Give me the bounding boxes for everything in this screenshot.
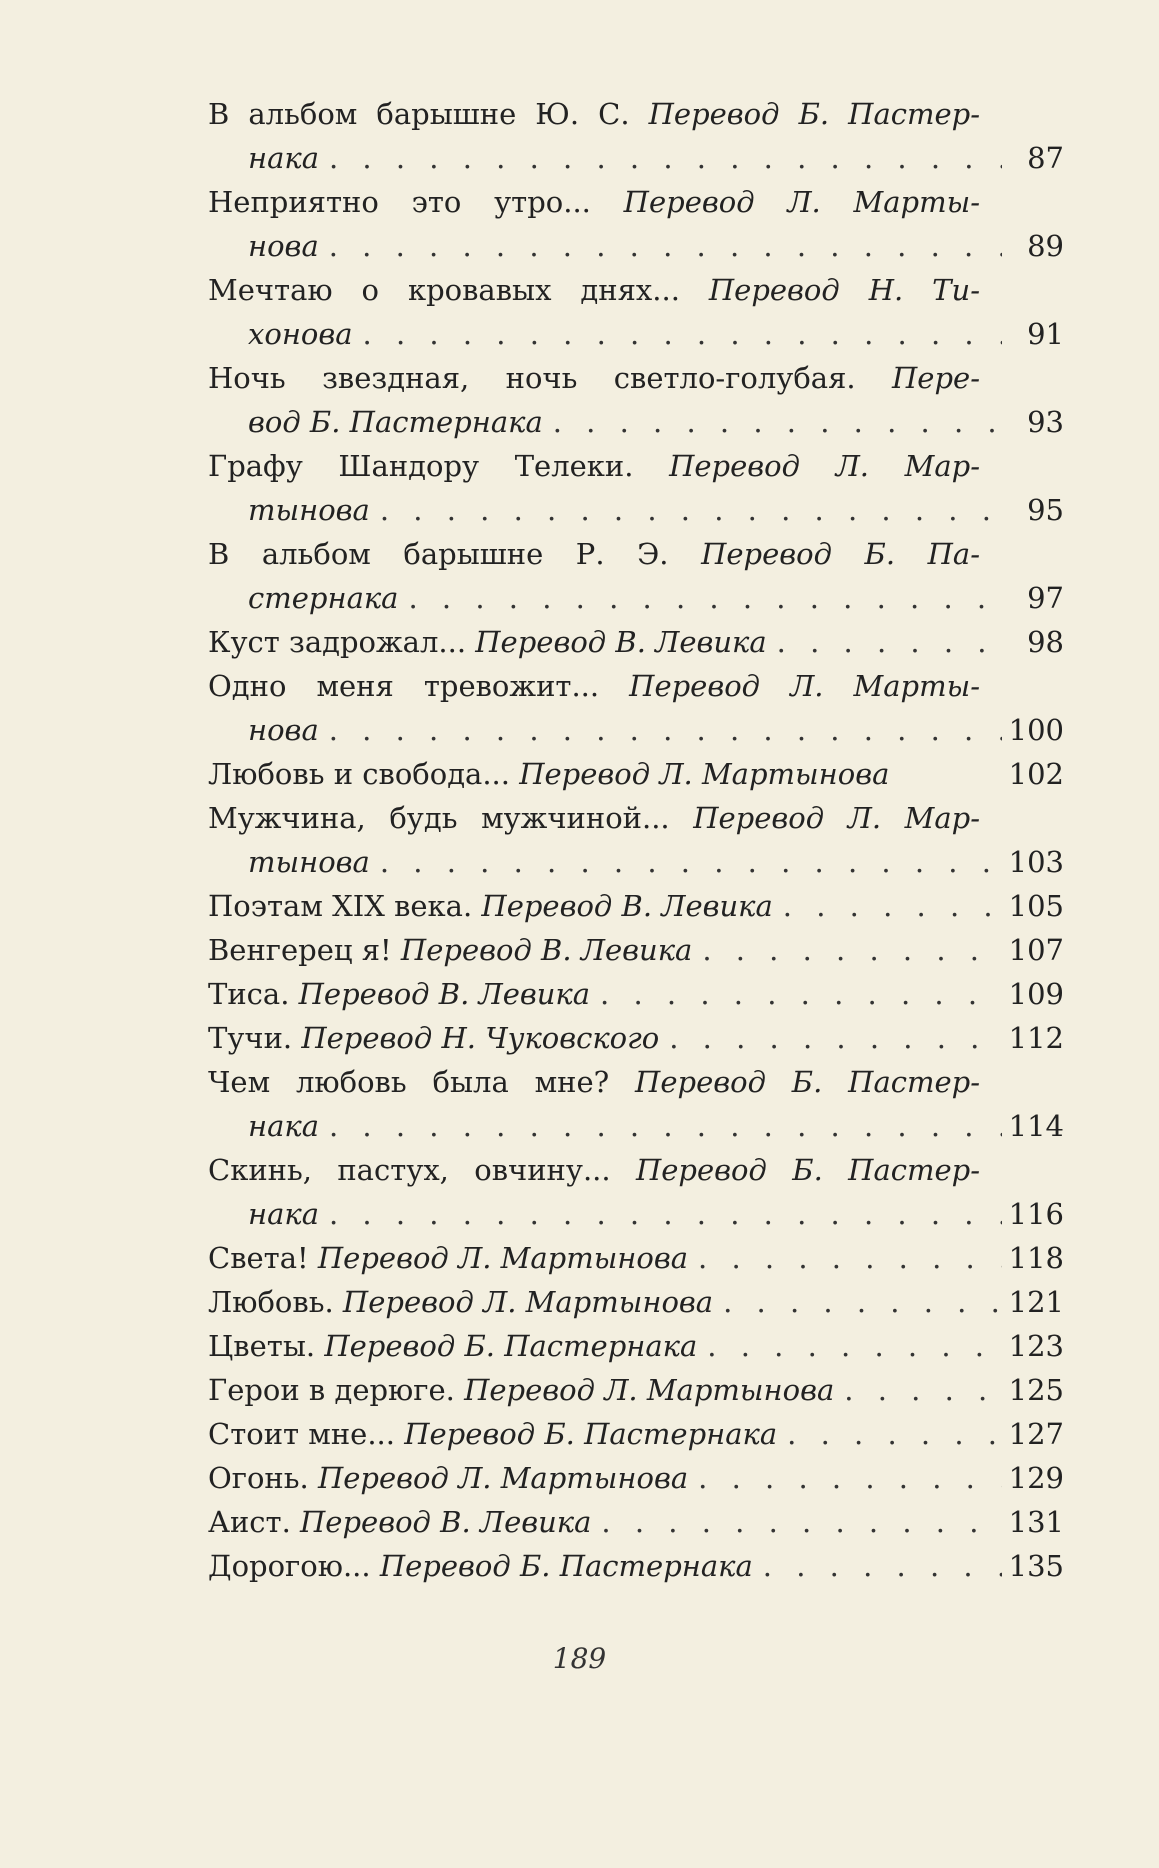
toc-entry-translator: Перевод Л. Мартынова [464,1373,835,1407]
toc-entry-text [208,928,692,972]
toc-entry-translator: Перевод В. Левика [300,1505,592,1539]
toc-entry-translator: Перевод Б. Пастернака [379,1549,753,1583]
dot-leader [600,972,1002,1016]
dot-leader [329,136,1002,180]
toc-entry [208,1148,1064,1236]
toc-entry-translator: Перевод Б. Пастер- [635,1153,980,1187]
toc-entry-line [208,1500,1064,1544]
toc-entry-continuation: хонова [248,317,353,351]
toc-entry-first-line [208,1060,980,1104]
toc-entry-text [208,972,590,1016]
toc-entry-last-line [208,136,1064,180]
toc-entry [208,796,1064,884]
toc-entry-last-line [208,224,1064,268]
toc-entry-last-line [208,488,1064,532]
toc-entry-translator: Перевод В. Левика [481,889,773,923]
toc-entry-first-line [208,180,980,224]
toc-entry-text [208,1324,697,1368]
toc-entry-continuation: тынова [248,493,370,527]
toc-entry [208,752,1064,796]
toc-entry-page: 100 [1008,713,1064,747]
toc-entry-title: Тучи. [208,1021,293,1055]
toc-entry-continuation: нова [248,229,319,263]
toc-entry-page: 116 [1008,1197,1064,1231]
toc-entry-page: 114 [1008,1109,1064,1143]
toc-entry-text [208,1236,688,1280]
toc-entry [208,884,1064,928]
toc-entry-page: 95 [1027,493,1064,527]
toc-entry-title: Венгерец я! [208,933,392,967]
toc-entry-page: 112 [1008,1021,1064,1055]
toc-entry-page: 105 [1008,889,1064,923]
toc-entry-last-line [208,576,1064,620]
toc-entry-line [208,1016,1064,1060]
toc-entry [208,1280,1064,1324]
toc-entry-title: Света! [208,1241,309,1275]
toc-entry-text [208,1368,834,1412]
toc-entry-text [208,1412,777,1456]
toc-entry-last-line [208,708,1064,752]
toc-entry-translator: Перевод Л. Мартынова [519,757,890,791]
toc-entry [208,1544,1064,1588]
toc-entry [208,1500,1064,1544]
toc-entry [208,1412,1064,1456]
toc-entry-title: Стоит мне... [208,1417,395,1451]
toc-entry-line [208,1236,1064,1280]
dot-leader [698,1236,1002,1280]
toc-entry-line [208,972,1064,1016]
toc-entry-title: Дорогою... [208,1549,371,1583]
toc-entry-first-line [208,1148,980,1192]
toc-entry-text [208,1280,713,1324]
toc-entry-text [208,752,889,796]
dot-leader [783,884,1002,928]
toc-entry-first-line [208,268,980,312]
toc-entry-title: Цветы. [208,1329,316,1363]
toc-entry-line [208,1324,1064,1368]
toc-entry-translator: Перевод Л. Марты- [623,185,981,219]
toc-entry-first-line [208,532,980,576]
toc-entry [208,620,1064,664]
dot-leader [380,488,1002,532]
toc-entry-translator: Перевод Л. Мар- [669,449,980,483]
toc-entry-continuation: нова [248,713,319,747]
toc-entry-page: 129 [1008,1461,1064,1495]
toc-entry-page: 118 [1008,1241,1064,1275]
toc-entry [208,1368,1064,1412]
toc-entry-title: Неприятно это утро... [208,185,591,219]
toc-entry-continuation: тынова [248,845,370,879]
toc-entry-title: Графу Шандору Телеки. [208,449,634,483]
toc-entry-title: Мечтаю о кровавых днях... [208,273,680,307]
toc-entry-translator: Перевод Б. Па- [701,537,980,571]
toc-entry-continuation: нака [248,141,319,175]
toc-entry-title: Огонь. [208,1461,309,1495]
toc-entry [208,972,1064,1016]
toc-entry-page: 127 [1008,1417,1064,1451]
dot-leader [329,224,1002,268]
dot-leader [763,1544,1002,1588]
table-of-contents [208,92,1064,1588]
toc-entry-page: 89 [1027,229,1064,263]
toc-entry [208,928,1064,972]
toc-entry-last-line [208,1104,1064,1148]
toc-entry-line [208,1280,1064,1324]
toc-entry-page: 87 [1027,141,1064,175]
dot-leader [601,1500,1002,1544]
toc-entry-first-line [208,92,980,136]
dot-leader [698,1456,1002,1500]
dot-leader [329,1104,1002,1148]
toc-entry-line [208,752,1064,796]
toc-entry-page: 91 [1027,317,1064,351]
toc-entry-translator: Перевод Б. Пастернака [404,1417,778,1451]
toc-entry-page: 98 [1027,625,1064,659]
toc-entry-page: 97 [1027,581,1064,615]
toc-entry-translator: Перевод Л. Мар- [693,801,980,835]
toc-entry-text [208,884,773,928]
toc-entry-last-line [208,840,1064,884]
toc-entry-page: 131 [1008,1505,1064,1539]
toc-entry-text [208,1544,753,1588]
toc-entry-title: Любовь и свобода... [208,757,510,791]
dot-leader [363,312,1002,356]
toc-entry-page: 135 [1008,1549,1064,1583]
dot-leader [777,620,1002,664]
toc-entry-last-line [208,312,1064,356]
dot-leader [553,400,1002,444]
toc-entry-title: Скинь, пастух, овчину... [208,1153,611,1187]
toc-entry-page: 125 [1008,1373,1064,1407]
toc-entry-page: 102 [1008,757,1064,791]
toc-entry-line [208,1456,1064,1500]
dot-leader [408,576,1002,620]
toc-entry-title: В альбом барышне Р. Э. [208,537,669,571]
toc-entry-text [208,1456,688,1500]
toc-entry-text [208,1016,659,1060]
toc-entry-title: Ночь звездная, ночь светло-голубая. [208,361,856,395]
toc-entry [208,180,1064,268]
dot-leader [380,840,1002,884]
toc-entry-translator: Перевод Л. Мартынова [317,1461,689,1495]
toc-entry-title: Одно меня тревожит... [208,669,600,703]
dot-leader [329,1192,1002,1236]
toc-entry-translator: Пере- [892,361,980,395]
toc-entry-last-line [208,1192,1064,1236]
toc-entry-page: 123 [1008,1329,1064,1363]
toc-entry-translator: Перевод Б. Пастер- [648,97,980,131]
toc-entry-page: 121 [1008,1285,1064,1319]
dot-leader [723,1280,1002,1324]
toc-entry-text [208,1500,591,1544]
toc-entry [208,268,1064,356]
toc-entry-translator: Перевод Л. Мартынова [317,1241,689,1275]
dot-leader [669,1016,1002,1060]
toc-entry-first-line [208,664,980,708]
toc-entry-translator: Перевод В. Левика [298,977,591,1011]
toc-entry [208,1016,1064,1060]
toc-entry-continuation: вод Б. Пастернака [248,405,543,439]
toc-entry-first-line [208,356,980,400]
toc-entry [208,664,1064,752]
dot-leader [844,1368,1002,1412]
toc-entry [208,444,1064,532]
dot-leader [329,708,1002,752]
toc-entry-title: Поэтам XIX века. [208,889,473,923]
page-number: 189 [552,1642,607,1675]
toc-entry-continuation: нака [248,1109,319,1143]
dot-leader [702,928,1002,972]
toc-entry-first-line [208,796,980,840]
toc-entry-title: Куст задрожал... [208,625,467,659]
toc-entry-title: Герои в дерюге. [208,1373,455,1407]
toc-entry [208,356,1064,444]
toc-entry-title: Мужчина, будь мужчиной... [208,801,670,835]
toc-entry-first-line [208,444,980,488]
toc-entry-title: Любовь. [208,1285,334,1319]
toc-entry-translator: Перевод Л. Мартынова [342,1285,714,1319]
toc-entry-translator: Перевод В. Левика [400,933,693,967]
dot-leader [787,1412,1002,1456]
toc-entry-line [208,1412,1064,1456]
toc-entry [208,532,1064,620]
toc-entry-translator: Перевод Л. Марты- [629,669,981,703]
toc-entry-last-line [208,400,1064,444]
toc-entry-title: Тиса. [208,977,290,1011]
toc-entry [208,1236,1064,1280]
toc-entry-title: Чем любовь была мне? [208,1065,610,1099]
toc-entry-translator: Перевод Н. Чуковского [301,1021,660,1055]
toc-entry-line [208,1368,1064,1412]
toc-entry-page: 103 [1008,845,1064,879]
toc-entry [208,92,1064,180]
toc-entry-title: В альбом барышне Ю. С. [208,97,630,131]
toc-entry-page: 109 [1008,977,1064,1011]
toc-entry-continuation: нака [248,1197,319,1231]
toc-entry-continuation: стернака [248,581,399,615]
toc-entry-translator: Перевод Б. Пастернака [324,1329,698,1363]
dot-leader [707,1324,1002,1368]
toc-entry [208,1324,1064,1368]
toc-entry-page: 93 [1027,405,1064,439]
toc-entry-translator: Перевод В. Левика [475,625,767,659]
toc-entry [208,1060,1064,1148]
toc-entry-page: 107 [1008,933,1064,967]
toc-list [208,92,1064,1588]
toc-entry-line [208,928,1064,972]
toc-entry-line [208,1544,1064,1588]
toc-entry-line [208,884,1064,928]
toc-entry-translator: Перевод Н. Ти- [708,273,980,307]
toc-entry [208,1456,1064,1500]
toc-entry-text [208,620,767,664]
toc-entry-title: Аист. [208,1505,291,1539]
toc-entry-translator: Перевод Б. Пастер- [635,1065,980,1099]
toc-entry-line [208,620,1064,664]
